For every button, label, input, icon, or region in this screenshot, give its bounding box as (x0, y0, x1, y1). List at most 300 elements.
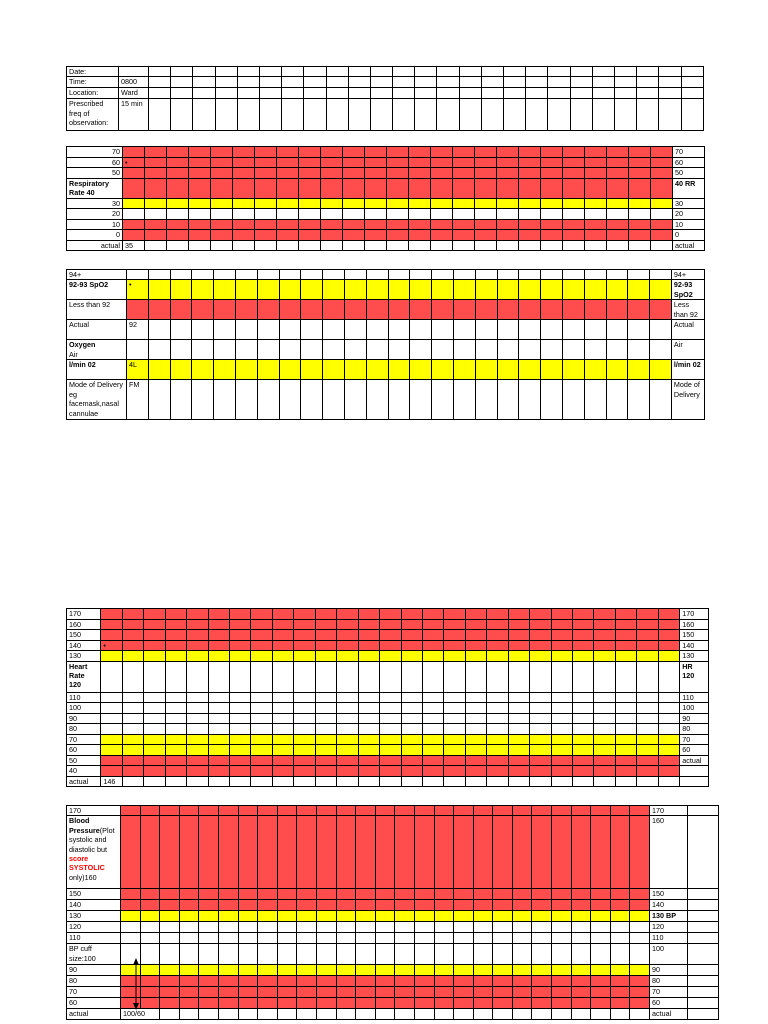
bp-grid-cell (297, 816, 317, 889)
header-value: Ward (119, 88, 149, 99)
bp-grid-cell (121, 816, 141, 889)
rr-plot-mark: • (123, 157, 145, 168)
hr-grid-cell (573, 661, 594, 692)
hr-grid-cell (422, 703, 443, 714)
rr-grid-cell (211, 147, 233, 158)
bp-grid-cell (218, 922, 238, 933)
rr-grid-cell (651, 209, 673, 220)
spo2-grid-cell (519, 360, 541, 380)
bp-extra-cell (688, 1009, 719, 1020)
bp-grid-cell (199, 911, 219, 922)
rr-grid-cell (255, 209, 277, 220)
spo2-row-text: Less than 92 (69, 300, 111, 310)
observation-cell (481, 67, 503, 77)
hr-grid-cell (251, 640, 272, 651)
observation-cell (393, 67, 415, 77)
spo2-grid-cell (192, 270, 214, 280)
hr-grid-cell (144, 619, 165, 630)
hr-grid-cell (208, 630, 229, 641)
rr-grid-cell (145, 240, 167, 251)
rr-grid-cell (409, 198, 431, 209)
spo2-right-label: Air (671, 340, 704, 360)
rr-grid-cell (475, 147, 497, 158)
spo2-grid-cell (475, 300, 497, 320)
hr-grid-cell (122, 651, 143, 662)
rr-grid-cell (475, 219, 497, 230)
hr-grid-cell (573, 755, 594, 766)
hr-grid-cell (315, 776, 336, 787)
hr-grid-cell (551, 692, 572, 703)
bp-grid-cell (395, 1009, 415, 1020)
hr-grid-cell (272, 745, 293, 756)
spo2-grid-cell (344, 380, 366, 420)
observation-cell (437, 88, 459, 99)
bp-grid-cell (630, 998, 650, 1009)
bp-grid-cell (552, 806, 572, 816)
hr-grid-cell (615, 640, 636, 651)
bp-grid-cell (140, 933, 160, 944)
rr-grid-cell (651, 219, 673, 230)
spo2-grid-cell (257, 320, 279, 340)
rr-grid-cell (299, 168, 321, 179)
rr-grid-cell (541, 178, 563, 198)
bp-grid-cell (414, 987, 434, 998)
hr-grid-cell (230, 661, 251, 692)
bp-grid-cell (473, 976, 493, 987)
spo2-grid-cell (650, 300, 672, 320)
spo2-grid-cell (650, 270, 672, 280)
spo2-grid-cell (650, 320, 672, 340)
bp-grid-cell (493, 1009, 513, 1020)
rr-grid-cell (585, 198, 607, 209)
bp-grid-cell (258, 944, 278, 965)
hr-grid-cell (530, 776, 551, 787)
bp-extra-cell (688, 806, 719, 816)
bp-grid-cell (160, 987, 180, 998)
spo2-grid-cell (214, 380, 236, 420)
hr-grid-cell (165, 692, 186, 703)
hr-right-label (680, 766, 709, 777)
rr-grid-cell (431, 219, 453, 230)
bp-grid-cell (336, 816, 356, 889)
bp-range-arrow (128, 958, 144, 1010)
rr-scale-label: 0 (67, 230, 123, 241)
bp-grid-cell (532, 944, 552, 965)
rr-grid-cell (453, 219, 475, 230)
hr-grid-cell (380, 755, 401, 766)
observation-cell (481, 99, 503, 131)
hr-grid-cell (251, 661, 272, 692)
hr-grid-cell (465, 766, 486, 777)
header-value (119, 67, 149, 77)
bp-grid-cell (571, 998, 591, 1009)
bp-grid-cell (571, 900, 591, 911)
hr-grid-cell (358, 609, 379, 620)
rr-grid-cell (585, 178, 607, 198)
hr-grid-cell (187, 619, 208, 630)
observation-cell (570, 99, 592, 131)
hr-grid-cell (444, 713, 465, 724)
observation-cell (171, 77, 193, 88)
hr-grid-cell (380, 630, 401, 641)
hr-grid-cell (594, 692, 615, 703)
hr-grid-cell (508, 766, 529, 777)
rr-grid-cell (299, 230, 321, 241)
hr-grid-cell (122, 734, 143, 745)
bp-grid-cell (238, 900, 258, 911)
bp-grid-cell (493, 922, 513, 933)
bp-grid-cell (414, 965, 434, 976)
bp-grid-cell (414, 806, 434, 816)
bp-grid-cell (277, 900, 297, 911)
observation-cell (526, 77, 548, 88)
hr-grid-cell (594, 619, 615, 630)
bp-grid-cell (454, 816, 474, 889)
observation-cell (304, 77, 326, 88)
hr-grid-cell (594, 755, 615, 766)
hr-grid-cell (508, 734, 529, 745)
bp-grid-cell (493, 976, 513, 987)
bp-grid-cell (591, 1009, 611, 1020)
bp-grid-cell (434, 900, 454, 911)
bp-grid-cell (591, 933, 611, 944)
rr-scale-label: 50 (67, 168, 123, 179)
bp-extra-cell (688, 987, 719, 998)
rr-grid-cell (123, 178, 145, 198)
observation-cell (282, 67, 304, 77)
bp-grid-cell (512, 900, 532, 911)
bp-grid-cell (316, 965, 336, 976)
hr-grid-cell (508, 724, 529, 735)
bp-grid-cell (316, 976, 336, 987)
hr-grid-cell (637, 640, 658, 651)
hr-grid-cell (230, 703, 251, 714)
observation-cell (149, 67, 171, 77)
hr-grid-cell (230, 724, 251, 735)
hr-grid-cell (615, 755, 636, 766)
bp-grid-cell (395, 976, 415, 987)
bp-grid-cell (591, 998, 611, 1009)
bp-grid-cell (336, 922, 356, 933)
bp-grid-cell (610, 816, 630, 889)
spo2-grid-cell (214, 320, 236, 340)
observation-cell (504, 99, 526, 131)
header-label: Location: (67, 88, 119, 99)
rr-grid-cell (453, 209, 475, 220)
hr-grid-cell (251, 734, 272, 745)
bp-grid-cell (591, 965, 611, 976)
hr-grid-cell (401, 630, 422, 641)
bp-grid-cell (395, 998, 415, 1009)
rr-grid-cell (409, 147, 431, 158)
bp-extra-cell (688, 944, 719, 965)
hr-grid-cell (101, 630, 122, 641)
rr-grid-cell (607, 198, 629, 209)
spo2-grid-cell (606, 320, 628, 340)
bp-grid-cell (375, 944, 395, 965)
rr-grid-cell (233, 240, 255, 251)
hr-grid-cell (530, 703, 551, 714)
spo2-grid-cell (432, 360, 454, 380)
hr-grid-cell (380, 661, 401, 692)
hr-grid-cell (315, 619, 336, 630)
bp-extra-cell (688, 922, 719, 933)
bp-grid-cell (218, 976, 238, 987)
observation-cell (592, 77, 614, 88)
spo2-grid-cell (650, 340, 672, 360)
bp-grid-cell (297, 922, 317, 933)
hr-grid-cell (487, 755, 508, 766)
observation-cell (237, 77, 259, 88)
hr-grid-cell (251, 630, 272, 641)
hr-grid-cell (551, 619, 572, 630)
bp-grid-cell (218, 944, 238, 965)
bp-grid-cell (532, 933, 552, 944)
bp-grid-cell (140, 806, 160, 816)
bp-extra-cell (688, 889, 719, 900)
bp-grid-cell (395, 944, 415, 965)
hr-grid-cell (208, 724, 229, 735)
heart-rate-table (66, 608, 709, 787)
header-value: 15 min (119, 99, 149, 131)
bp-grid-cell (512, 911, 532, 922)
hr-grid-cell (144, 692, 165, 703)
hr-right-label: 150 (680, 630, 709, 641)
bp-grid-cell (218, 965, 238, 976)
bp-grid-cell (610, 998, 630, 1009)
hr-grid-cell (208, 766, 229, 777)
spo2-row-label (67, 360, 127, 380)
bp-grid-cell (473, 806, 493, 816)
hr-grid-cell (444, 630, 465, 641)
bp-grid-cell (375, 976, 395, 987)
hr-grid-cell (615, 651, 636, 662)
rr-grid-cell (585, 219, 607, 230)
rr-grid-cell (255, 157, 277, 168)
bp-extra-cell (688, 998, 719, 1009)
hr-grid-cell (187, 766, 208, 777)
hr-grid-cell (615, 766, 636, 777)
hr-right-label: 90 (680, 713, 709, 724)
hr-grid-cell (530, 630, 551, 641)
hr-grid-cell (230, 745, 251, 756)
spo2-grid-cell (562, 360, 584, 380)
bp-grid-cell (591, 922, 611, 933)
rr-grid-cell (365, 147, 387, 158)
hr-grid-cell (230, 640, 251, 651)
bp-grid-cell (395, 816, 415, 889)
hr-grid-cell (380, 734, 401, 745)
hr-grid-cell (187, 703, 208, 714)
rr-grid-cell (299, 198, 321, 209)
rr-grid-cell (519, 219, 541, 230)
bp-grid-cell (414, 1009, 434, 1020)
hr-grid-cell (573, 734, 594, 745)
rr-grid-cell (387, 178, 409, 198)
bp-scale-label: 60 (67, 998, 121, 1009)
bp-grid-cell (434, 998, 454, 1009)
hr-grid-cell (208, 713, 229, 724)
spo2-grid-cell (584, 270, 606, 280)
spo2-grid-cell (497, 300, 519, 320)
bp-grid-cell (316, 933, 336, 944)
hr-grid-cell (573, 692, 594, 703)
bp-grid-cell (473, 998, 493, 1009)
spo2-grid-cell (323, 320, 345, 340)
rr-grid-cell (563, 178, 585, 198)
hr-grid-cell (122, 661, 143, 692)
rr-scale-label: 20 (67, 209, 123, 220)
spo2-grid-cell (475, 280, 497, 300)
hr-grid-cell (165, 661, 186, 692)
hr-grid-cell (122, 609, 143, 620)
bp-grid-cell (512, 1009, 532, 1020)
rr-grid-cell (519, 230, 541, 241)
bp-grid-cell (610, 806, 630, 816)
observation-cell (215, 67, 237, 77)
bp-grid-cell (356, 998, 376, 1009)
hr-grid-cell (358, 640, 379, 651)
hr-grid-cell (508, 630, 529, 641)
hr-grid-cell (208, 734, 229, 745)
hr-grid-cell (208, 776, 229, 787)
rr-grid-cell (299, 240, 321, 251)
bp-grid-cell (630, 911, 650, 922)
bp-grid-cell (630, 900, 650, 911)
hr-grid-cell (573, 640, 594, 651)
rr-grid-cell (541, 219, 563, 230)
rr-grid-cell (255, 230, 277, 241)
hr-scale-label: 130 (67, 651, 101, 662)
bp-grid-cell (473, 1009, 493, 1020)
rr-grid-cell (497, 209, 519, 220)
spo2-grid-cell (606, 280, 628, 300)
spo2-grid-cell (519, 340, 541, 360)
hr-grid-cell (165, 630, 186, 641)
rr-grid-cell (343, 219, 365, 230)
rr-grid-cell (255, 168, 277, 179)
rr-grid-cell (255, 240, 277, 251)
hr-grid-cell (315, 713, 336, 724)
rr-grid-cell (365, 219, 387, 230)
bp-grid-cell (610, 1009, 630, 1020)
hr-grid-cell (294, 619, 315, 630)
observation-cell (592, 67, 614, 77)
bp-grid-cell (336, 1009, 356, 1020)
hr-grid-cell (165, 651, 186, 662)
hr-grid-cell (508, 619, 529, 630)
spo2-grid-cell (301, 280, 323, 300)
bp-score-note: score SYSTOLIC (69, 854, 105, 873)
rr-grid-cell (299, 219, 321, 230)
spo2-table (66, 269, 705, 420)
bp-grid-cell (218, 998, 238, 1009)
header-value: 0800 (119, 77, 149, 88)
hr-grid-cell (337, 703, 358, 714)
hr-grid-cell (165, 776, 186, 787)
bp-grid-cell (414, 933, 434, 944)
bp-grid-cell (454, 911, 474, 922)
bp-grid-cell (179, 965, 199, 976)
rr-grid-cell (321, 178, 343, 198)
hr-grid-cell (637, 745, 658, 756)
bp-heading: Blood Pressure (69, 816, 100, 835)
hr-grid-cell (637, 755, 658, 766)
hr-grid-cell (530, 661, 551, 692)
bp-grid-cell (121, 933, 141, 944)
bp-grid-cell (591, 889, 611, 900)
bp-grid-cell (238, 889, 258, 900)
hr-grid-cell (165, 609, 186, 620)
spo2-row-label (67, 380, 127, 420)
hr-grid-cell (208, 703, 229, 714)
hr-grid-cell (358, 734, 379, 745)
hr-grid-cell (573, 619, 594, 630)
hr-grid-cell (101, 619, 122, 630)
hr-grid-cell (573, 703, 594, 714)
spo2-grid-cell (628, 300, 650, 320)
spo2-row-label (67, 300, 127, 320)
bp-heading-note: (Plot systolic and diastolic but (69, 825, 115, 854)
hr-grid-cell (122, 766, 143, 777)
spo2-grid-cell (323, 380, 345, 420)
bp-grid-cell (199, 1009, 219, 1020)
rr-grid-cell (211, 240, 233, 251)
hr-grid-cell (401, 661, 422, 692)
observation-cell (415, 99, 437, 131)
spo2-grid-cell (366, 300, 388, 320)
hr-grid-cell (337, 745, 358, 756)
rr-grid-cell (519, 157, 541, 168)
hr-grid-cell (658, 734, 679, 745)
hr-grid-cell (401, 766, 422, 777)
rr-grid-cell (651, 168, 673, 179)
observation-cell (570, 67, 592, 77)
rr-right-label: 40 RR (673, 178, 705, 198)
observation-cell (659, 99, 681, 131)
observation-cell (548, 99, 570, 131)
hr-grid-cell (380, 640, 401, 651)
rr-grid-cell (541, 157, 563, 168)
hr-scale-label: 50 (67, 755, 101, 766)
hr-grid-cell (401, 755, 422, 766)
rr-grid-cell (453, 198, 475, 209)
hr-grid-cell (272, 776, 293, 787)
hr-grid-cell (144, 640, 165, 651)
hr-grid-cell (272, 755, 293, 766)
rr-grid-cell (387, 198, 409, 209)
bp-grid-cell (121, 922, 141, 933)
hr-grid-cell (658, 661, 679, 692)
bp-grid-cell (434, 806, 454, 816)
bp-grid-cell (532, 806, 552, 816)
hr-grid-cell (187, 630, 208, 641)
rr-grid-cell (409, 230, 431, 241)
hr-grid-cell (315, 703, 336, 714)
bp-grid-cell (121, 900, 141, 911)
hr-grid-cell (315, 640, 336, 651)
hr-grid-cell (230, 692, 251, 703)
hr-grid-cell (615, 776, 636, 787)
rr-grid-cell (497, 198, 519, 209)
bp-grid-cell (121, 911, 141, 922)
hr-grid-cell (487, 724, 508, 735)
spo2-grid-cell (519, 280, 541, 300)
spo2-grid-cell (432, 270, 454, 280)
bp-grid-cell (238, 976, 258, 987)
bp-grid-cell (218, 806, 238, 816)
rr-grid-cell (651, 198, 673, 209)
